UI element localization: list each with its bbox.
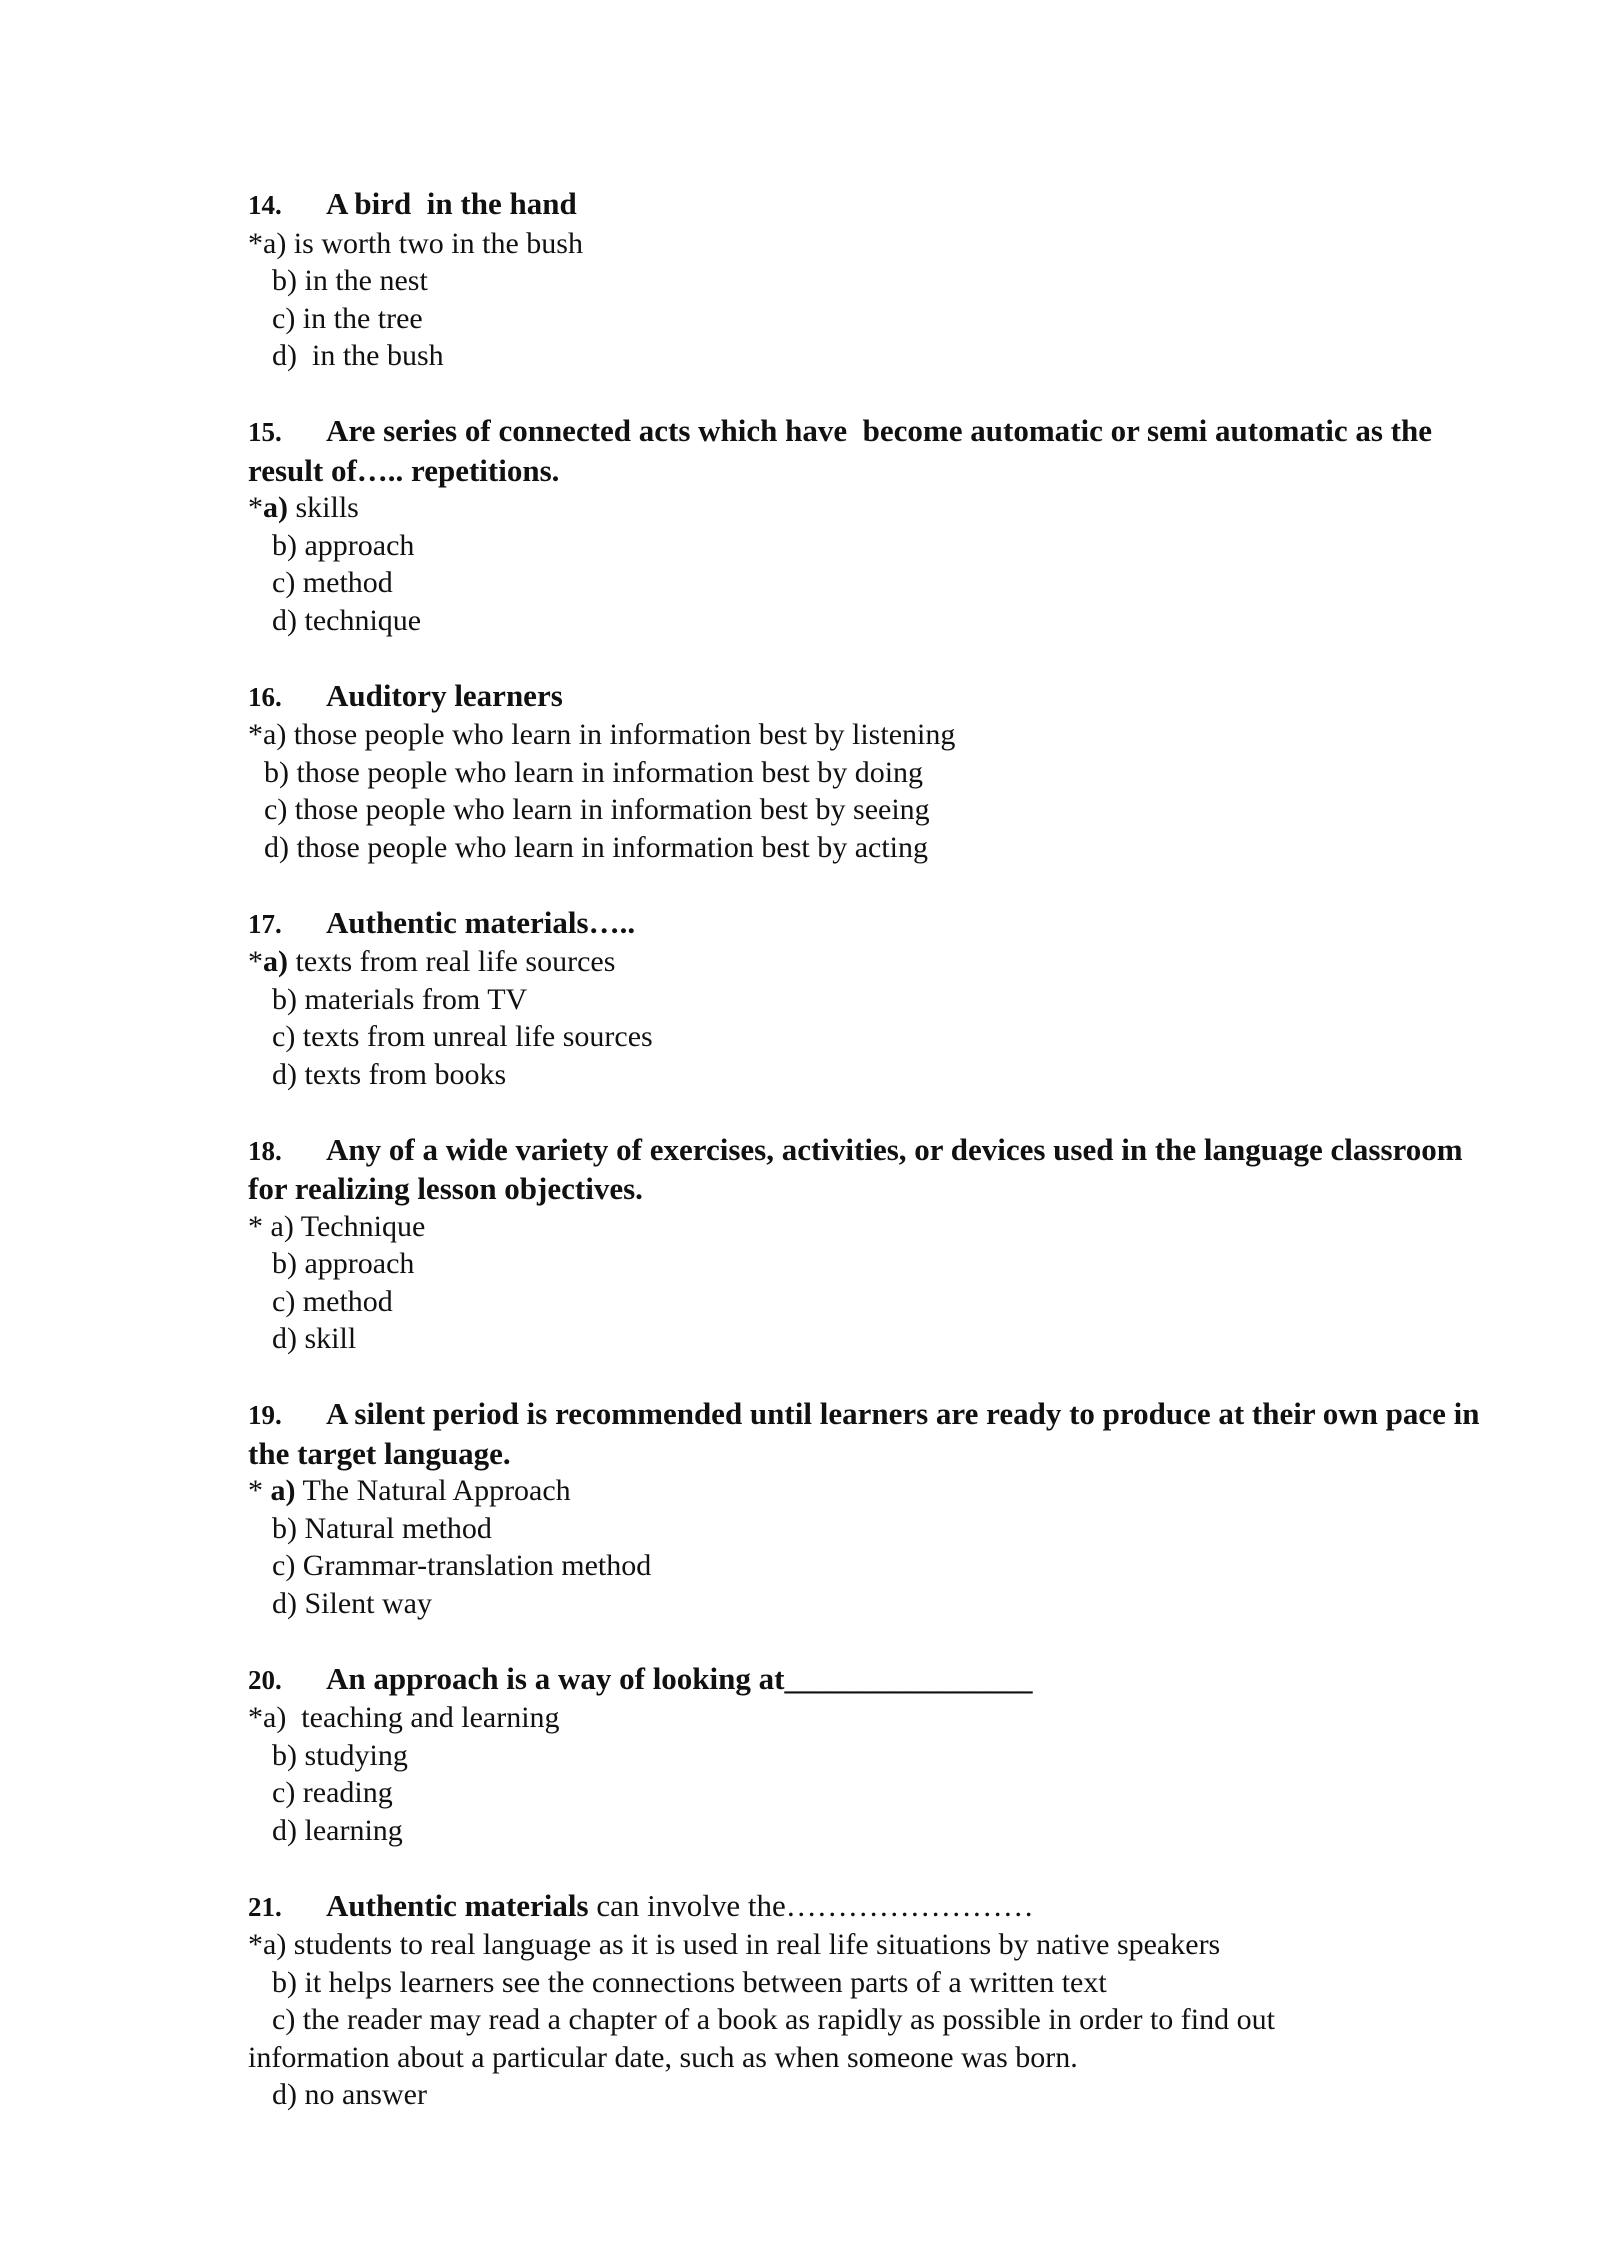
answer-option-b: b) in the nest [272, 264, 428, 297]
answer-option-a: *a) students to real language as it is used in real life situations by native speakers [248, 1928, 1221, 1961]
answer-option-b: b) approach [272, 528, 415, 562]
answer-option-d: d) no answer [272, 2078, 427, 2111]
question-20 [248, 1660, 1498, 1850]
question-17 [248, 904, 1498, 1094]
answer-option-d: d) texts from books [272, 1057, 507, 1091]
answer-option-b: b) Natural method [272, 1511, 492, 1545]
question-number: 15. [248, 417, 282, 447]
question-stem [248, 185, 1498, 225]
option-text: The Natural Approach [295, 1474, 571, 1507]
question-text-continuation: can involve the…………………… [588, 1887, 1034, 1923]
option-letter: a) [270, 1474, 296, 1507]
question-number: 16. [248, 681, 282, 712]
question-text: An approach is a way of looking at________________ [326, 1660, 1033, 1696]
question-text: Any of a wide variety of exercises, activities, or devices used in the language classroom for realizing lesson objectives. [248, 1131, 1471, 1206]
question-stem [248, 1660, 1498, 1700]
question-text: A bird in the hand [326, 186, 577, 221]
answer-option-a [248, 1472, 1498, 1510]
option-letter: a) [263, 945, 288, 978]
answer-option-d: d) skill [272, 1322, 357, 1355]
answer-option-d: d) Silent way [272, 1586, 432, 1620]
answer-option-a: *a) teaching and learning [248, 1701, 560, 1734]
question-stem [248, 1131, 1498, 1208]
question-text: Auditory learners [326, 677, 563, 713]
question-18 [248, 1131, 1498, 1358]
question-number: 17. [248, 908, 282, 939]
question-text: Authentic materials….. [326, 904, 636, 940]
question-stem [248, 1887, 1498, 1927]
question-number: 14. [248, 190, 282, 220]
answer-option-c: c) texts from unreal life sources [272, 1020, 653, 1053]
answer-option-a: * a) Technique [248, 1209, 426, 1243]
answer-option-a [248, 943, 1498, 981]
question-number: 21. [248, 1891, 282, 1922]
answer-option-a: *a) is worth two in the bush [248, 226, 583, 260]
question-19 [248, 1395, 1498, 1622]
answer-option-b: b) studying [272, 1738, 408, 1772]
answer-option-c: c) the reader may read a chapter of a book as rapidly as possible in order to find out [272, 2003, 1275, 2036]
question-stem [248, 677, 1498, 717]
question-sheet [248, 185, 1498, 2114]
answer-option-d: d) those people who learn in information best by acting [264, 830, 928, 864]
question-14 [248, 185, 1498, 375]
answer-option-a [248, 489, 1498, 527]
question-text: A silent period is recommended until learners are ready to produce at their own pace in the target language. [248, 1396, 1488, 1471]
answer-option-d: d) in the bush [272, 339, 444, 372]
answer-option-d: d) learning [272, 1813, 403, 1847]
answer-option-b: b) it helps learners see the connections between parts of a written text [272, 1965, 1107, 1999]
question-number: 18. [248, 1135, 282, 1166]
question-stem [248, 1395, 1498, 1472]
answer-option-d: d) technique [272, 603, 422, 637]
answer-option-b: b) materials from TV [272, 982, 528, 1016]
question-16 [248, 677, 1498, 867]
option-text: skills [288, 491, 359, 524]
answer-option-a: *a) those people who learn in information best by listening [248, 718, 956, 751]
question-number: 19. [248, 1400, 282, 1430]
option-text: texts from real life sources [288, 945, 616, 978]
correct-marker: * [248, 1474, 271, 1507]
question-number: 20. [248, 1664, 282, 1695]
question-21 [248, 1887, 1498, 2114]
option-letter: a) [263, 491, 288, 524]
answer-option-c: c) Grammar-translation method [272, 1549, 652, 1582]
question-stem [248, 412, 1498, 489]
answer-option-c: c) method [272, 1284, 393, 1318]
question-stem [248, 904, 1498, 944]
answer-option-b: b) approach [272, 1247, 415, 1280]
question-text: Authentic materials [326, 1887, 589, 1923]
question-text: Are series of connected acts which have become automatic or semi automatic as the result of….. repetitions. [248, 413, 1440, 488]
answer-option-c: c) those people who learn in information best by seeing [264, 793, 930, 826]
correct-marker: * [248, 945, 263, 978]
answer-option-c: c) in the tree [272, 301, 423, 335]
answer-option-b: b) those people who learn in information best by doing [264, 755, 924, 789]
answer-option-c: c) reading [272, 1776, 393, 1809]
question-15 [248, 412, 1498, 639]
correct-marker: * [248, 491, 263, 524]
answer-option-c: c) method [272, 566, 393, 599]
answer-option-c-continuation: information about a particular date, such as when someone was born. [248, 2040, 1078, 2074]
